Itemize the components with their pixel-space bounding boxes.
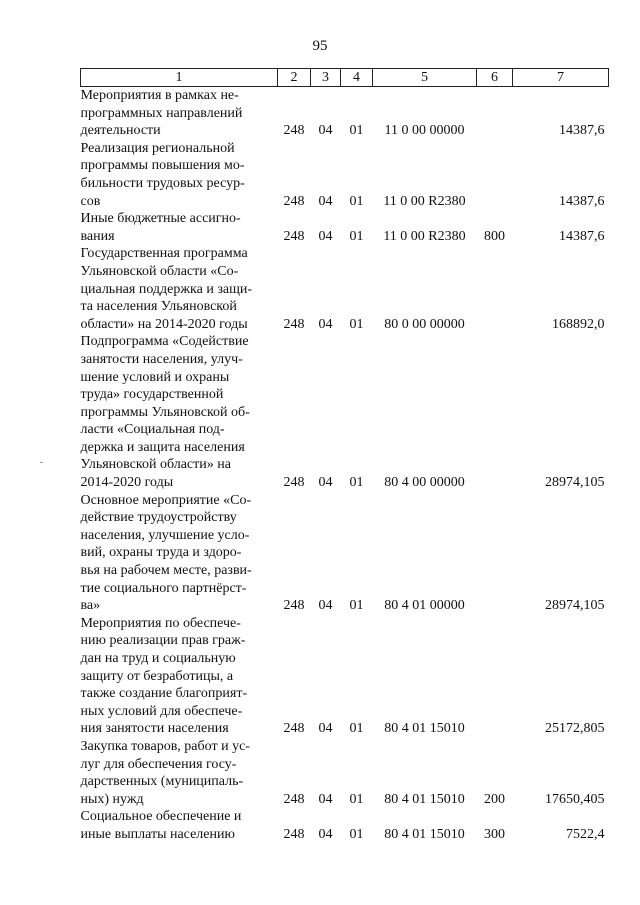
table-body xyxy=(81,87,609,844)
ministry-code: 248 xyxy=(283,123,305,139)
row-name-line: луг для обеспечения госу- xyxy=(80,756,237,772)
budget-table xyxy=(80,68,609,844)
ministry-code: 248 xyxy=(283,721,305,737)
row-name xyxy=(81,738,278,808)
amount-value: 28974,105 xyxy=(545,598,605,614)
row-name-line: области» на 2014-2020 годы xyxy=(80,316,248,332)
column-header-1: 1 xyxy=(81,69,278,87)
row-name-line: нию реализации прав граж- xyxy=(80,633,246,649)
subsection-code: 01 xyxy=(349,123,364,139)
row-name-line: Социальное обеспечение и xyxy=(80,809,242,825)
column-header-2: 2 xyxy=(278,69,311,87)
row-name xyxy=(81,245,278,333)
row-name xyxy=(81,210,278,245)
row-name-line: шение условий и охраны xyxy=(80,369,230,385)
expense-kind-code xyxy=(477,615,513,738)
row-name-line: труда» государственной xyxy=(80,387,224,403)
table-row xyxy=(81,615,609,738)
subsection-code: 01 xyxy=(349,598,364,614)
target-article-code: 80 4 00 00000 xyxy=(384,475,465,491)
target-article-code: 11 0 00 00000 xyxy=(384,123,465,139)
row-name-line: действие трудоустройству xyxy=(80,510,237,526)
expense-kind-code xyxy=(477,333,513,491)
row-name-line: населения, улучшение усло- xyxy=(80,527,250,543)
row-name-line: ния занятости населения xyxy=(80,721,229,737)
ministry-code: 248 xyxy=(283,826,305,842)
row-name-line: Ульяновской области» на xyxy=(80,457,231,473)
row-name-line: Государственная программа xyxy=(80,246,248,262)
row-name-line: ных) нужд xyxy=(80,791,144,807)
expense-kind-code: 300 xyxy=(484,826,505,842)
row-name-line: защиту от безработицы, а xyxy=(80,668,234,684)
amount-value: 14387,6 xyxy=(559,193,605,209)
ministry-code: 248 xyxy=(283,316,305,332)
table-row xyxy=(81,245,609,333)
row-name-line: ласти «Социальная под- xyxy=(80,422,225,438)
ministry-code: 248 xyxy=(283,475,305,491)
expense-kind-code xyxy=(477,492,513,615)
row-name xyxy=(81,492,278,615)
section-code: 04 xyxy=(318,123,333,139)
subsection-code: 01 xyxy=(349,193,364,209)
ministry-code: 248 xyxy=(283,598,305,614)
subsection-code: 01 xyxy=(349,721,364,737)
row-name-line: программных направлений xyxy=(80,105,243,121)
subsection-code: 01 xyxy=(349,228,364,244)
amount-value: 17650,405 xyxy=(545,791,605,807)
row-name-line: иные выплаты населению xyxy=(80,826,235,842)
row-name-line: циальная поддержка и защи- xyxy=(80,281,253,297)
section-code: 04 xyxy=(318,228,333,244)
table-row xyxy=(81,808,609,843)
column-header-3: 3 xyxy=(311,69,341,87)
row-name-line: программы повышения мо- xyxy=(80,158,245,174)
table-row xyxy=(81,140,609,210)
row-name-line: вий, охраны труда и здоро- xyxy=(80,545,242,561)
amount-value: 25172,805 xyxy=(545,721,605,737)
expense-kind-code: 200 xyxy=(484,791,505,807)
target-article-code: 80 4 01 15010 xyxy=(384,826,465,842)
row-name-line: Подпрограмма «Содействие xyxy=(80,334,249,350)
row-name-line: бильности трудовых ресур- xyxy=(80,175,245,191)
expense-kind-code xyxy=(477,140,513,210)
row-name-line: ных условий для обеспече- xyxy=(80,703,243,719)
table-row xyxy=(81,210,609,245)
row-name xyxy=(81,333,278,491)
expense-kind-code xyxy=(477,87,513,140)
row-name-line: Мероприятия в рамках не- xyxy=(80,88,239,103)
row-name-line: деятельности xyxy=(80,123,161,139)
row-name-line: Мероприятия по обеспече- xyxy=(80,615,241,631)
ministry-code: 248 xyxy=(283,228,305,244)
page-number: 95 xyxy=(312,38,328,54)
subsection-code: 01 xyxy=(349,475,364,491)
expense-kind-code: 800 xyxy=(484,228,505,244)
target-article-code: 80 4 01 00000 xyxy=(384,598,465,614)
table-row xyxy=(81,333,609,491)
row-name-line: ва» xyxy=(80,598,101,614)
column-header-4: 4 xyxy=(341,69,373,87)
row-name-line: Иные бюджетные ассигно- xyxy=(80,211,241,227)
target-article-code: 80 4 01 15010 xyxy=(384,791,465,807)
row-name-line: Закупка товаров, работ и ус- xyxy=(80,738,250,754)
amount-value: 14387,6 xyxy=(559,123,605,139)
row-name-line: та населения Ульяновской xyxy=(80,299,237,315)
row-name-line: сов xyxy=(80,193,101,209)
table-row xyxy=(81,738,609,808)
row-name-line: Основное мероприятие «Со- xyxy=(80,492,252,508)
row-name-line: занятости населения, улуч- xyxy=(80,351,243,367)
section-code: 04 xyxy=(318,193,333,209)
expense-kind-code xyxy=(477,245,513,333)
row-name-line: держка и защита населения xyxy=(80,439,245,455)
column-header-7: 7 xyxy=(513,69,609,87)
row-name xyxy=(81,87,278,140)
section-code: 04 xyxy=(318,826,333,842)
target-article-code: 80 0 00 00000 xyxy=(384,316,465,332)
subsection-code: 01 xyxy=(349,826,364,842)
ministry-code: 248 xyxy=(283,791,305,807)
section-code: 04 xyxy=(318,316,333,332)
column-header-5: 5 xyxy=(373,69,477,87)
row-name-line: 2014-2020 годы xyxy=(80,475,174,491)
amount-value: 7522,4 xyxy=(566,826,605,842)
row-name-line: дарственных (муниципаль- xyxy=(80,774,244,790)
scan-mark xyxy=(40,462,43,463)
row-name-line: также создание благоприят- xyxy=(80,686,248,702)
row-name-line: вья на рабочем месте, разви- xyxy=(80,563,252,579)
ministry-code: 248 xyxy=(283,193,305,209)
row-name xyxy=(81,615,278,738)
row-name xyxy=(81,808,278,843)
target-article-code: 80 4 01 15010 xyxy=(384,721,465,737)
subsection-code: 01 xyxy=(349,316,364,332)
row-name-line: тие социального партнёрст- xyxy=(80,580,247,596)
target-article-code: 11 0 00 R2380 xyxy=(383,193,466,209)
section-code: 04 xyxy=(318,475,333,491)
target-article-code: 11 0 00 R2380 xyxy=(383,228,466,244)
row-name-line: дан на труд и социальную xyxy=(80,651,236,666)
row-name xyxy=(81,140,278,210)
section-code: 04 xyxy=(318,721,333,737)
row-name-line: Ульяновской области «Со- xyxy=(80,263,239,279)
amount-value: 28974,105 xyxy=(545,475,605,491)
column-header-6: 6 xyxy=(477,69,513,87)
table-row xyxy=(81,87,609,140)
subsection-code: 01 xyxy=(349,791,364,807)
row-name-line: Реализация региональной xyxy=(80,140,235,156)
amount-value: 168892,0 xyxy=(552,316,605,332)
section-code: 04 xyxy=(318,791,333,807)
table-row xyxy=(81,492,609,615)
amount-value: 14387,6 xyxy=(559,228,605,244)
section-code: 04 xyxy=(318,598,333,614)
row-name-line: программы Ульяновской об- xyxy=(80,404,250,420)
table-header-row xyxy=(81,69,609,87)
row-name-line: вания xyxy=(80,228,115,244)
